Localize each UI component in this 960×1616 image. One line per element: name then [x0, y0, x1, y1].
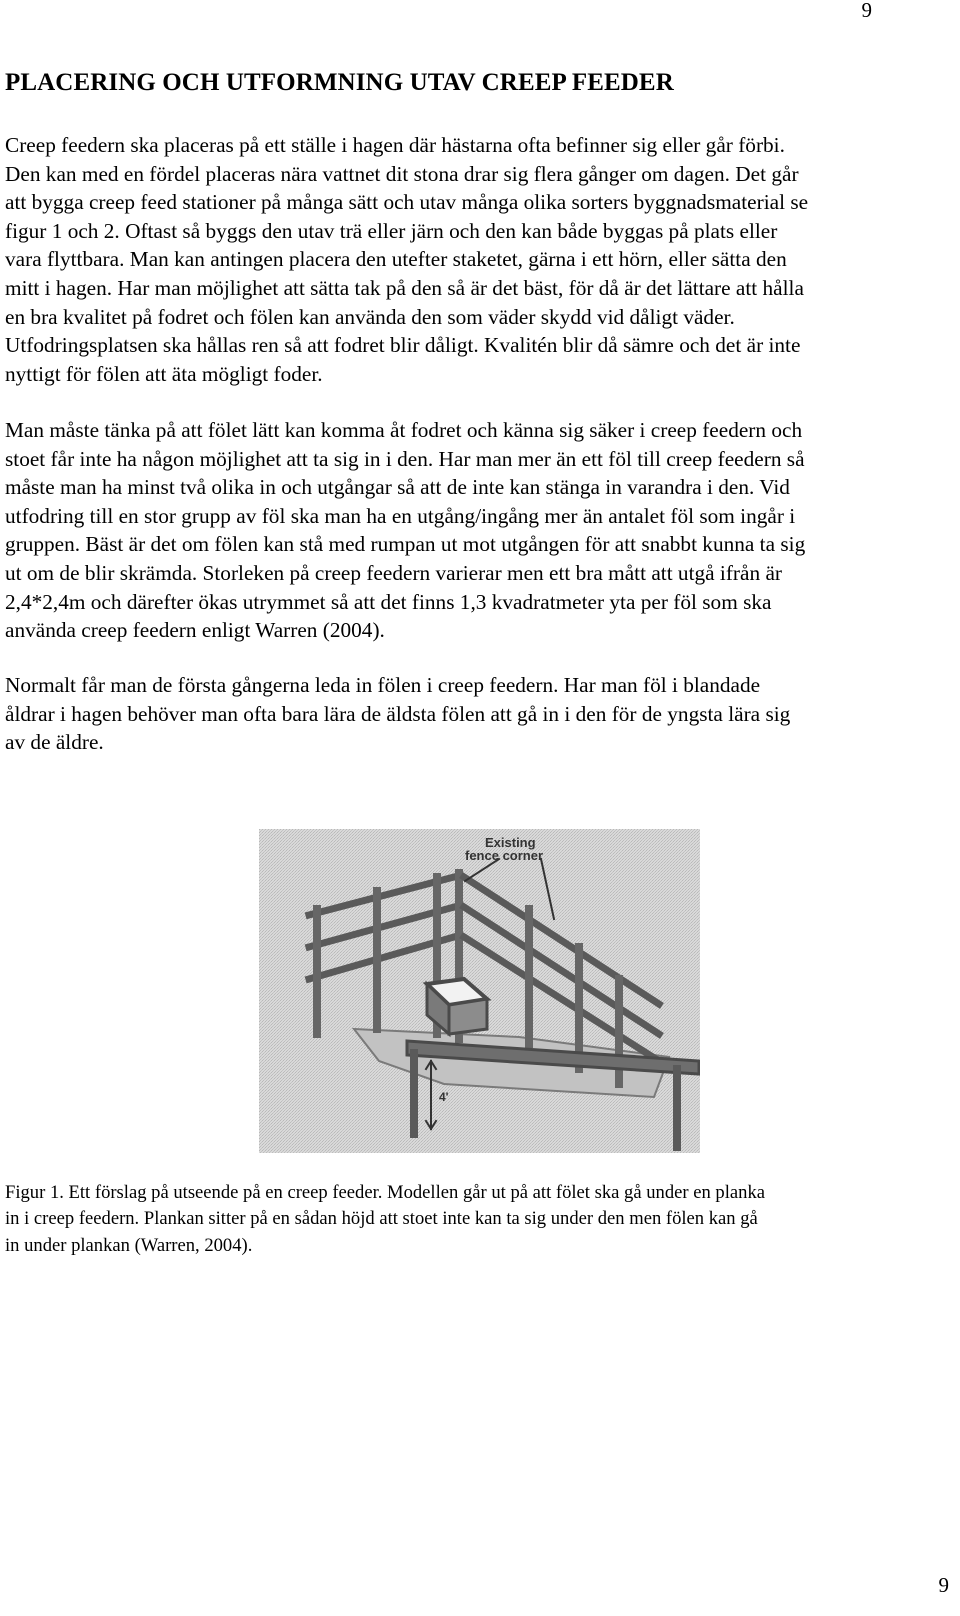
text-line: 2,4*2,4m och därefter ökas utrymmet så att det finns 1,3 kvadratmeter yta per föl som ska: [5, 589, 772, 614]
paragraph-design: [5, 416, 955, 645]
creep-feeder-drawing: [259, 829, 700, 1153]
page-heading: PLACERING OCH UTFORMNING UTAV CREEP FEEDER: [5, 69, 674, 96]
text-line: Den kan med en fördel placeras nära vattnet dit stona drar sig flera gånger om dagen. Det går: [5, 161, 799, 186]
creep-feeder-figure: [259, 829, 700, 1153]
text-line: av de äldre.: [5, 730, 104, 755]
text-line: gruppen. Bäst är det om fölen kan stå med rumpan ut mot utgången för att snabbt kunna ta sig: [5, 532, 806, 557]
text-line: använda creep feedern enligt Warren (2004).: [5, 618, 385, 643]
text-line: nyttigt för fölen att äta mögligt foder.: [5, 361, 323, 386]
caption-line: in i creep feedern. Plankan sitter på en sådan höjd att stoet inte kan ta sig under den men fölen kan gå: [5, 1208, 758, 1230]
text-line: Creep feedern ska placeras på ett ställe i hagen där hästarna ofta befinner sig eller går förbi.: [5, 133, 785, 157]
figure-label-line2: fence corner: [465, 848, 544, 863]
text-line: åldrar i hagen behöver man ofta bara lära de äldsta fölen att gå in i den för de yngsta lära sig: [5, 701, 791, 726]
caption-line: Figur 1. Ett förslag på utseende på en creep feeder. Modellen går ut på att fölet ska gå under en planka: [5, 1182, 765, 1203]
text-line: Normalt får man de första gångerna leda in fölen i creep feedern. Har man föl i blandade: [5, 673, 761, 697]
caption-line: in under plankan (Warren, 2004).: [5, 1234, 253, 1256]
figure-label-line1: Existing: [485, 835, 536, 850]
text-line: mitt i hagen. Har man möjlighet att sätta tak på den så är det bäst, för då är det lättare att hålla: [5, 275, 804, 300]
text-line: figur 1 och 2. Oftast så byggs den utav trä eller järn och den kan både byggas på plats eller: [5, 218, 778, 243]
text-line: Utfodringsplatsen ska hållas ren så att fodret blir dåligt. Kvalitén blir då sämre och det är inte: [5, 333, 801, 358]
page-number-bottom: 9: [938, 1573, 949, 1597]
page-number-top: 9: [861, 0, 872, 22]
dimension-label: 4': [439, 1090, 449, 1104]
text-line: utfodring till en stor grupp av föl ska man ha en utgång/ingång mer än antalet föl som ingår i: [5, 503, 796, 528]
text-line: att bygga creep feed stationer på många sätt och utav många olika sorters byggnadsmaterial se: [5, 190, 809, 215]
paragraph-training: [5, 671, 955, 757]
text-line: vara flyttbara. Man kan antingen placera den utefter staketet, gärna i ett hörn, eller sätta den: [5, 247, 787, 272]
text-line: en bra kvalitet på fodret och fölen kan använda den som väder skydd vid dåligt väder.: [5, 304, 735, 329]
text-line: ut om de blir skrämda. Storleken på creep feedern varierar men ett bra mått att utgå ifrån är: [5, 560, 782, 585]
paragraph-placement: [5, 131, 955, 388]
text-line: måste man ha minst två olika in och utgångar så att de inte kan stänga in varandra i den. Vid: [5, 475, 790, 500]
text-line: stoet får inte ha någon möjlighet att ta sig in i den. Har man mer än ett föl till creep feedern så: [5, 446, 805, 471]
figure-caption: [5, 1180, 955, 1259]
text-line: Man måste tänka på att fölet lätt kan komma åt fodret och känna sig säker i creep feedern och: [5, 418, 803, 442]
